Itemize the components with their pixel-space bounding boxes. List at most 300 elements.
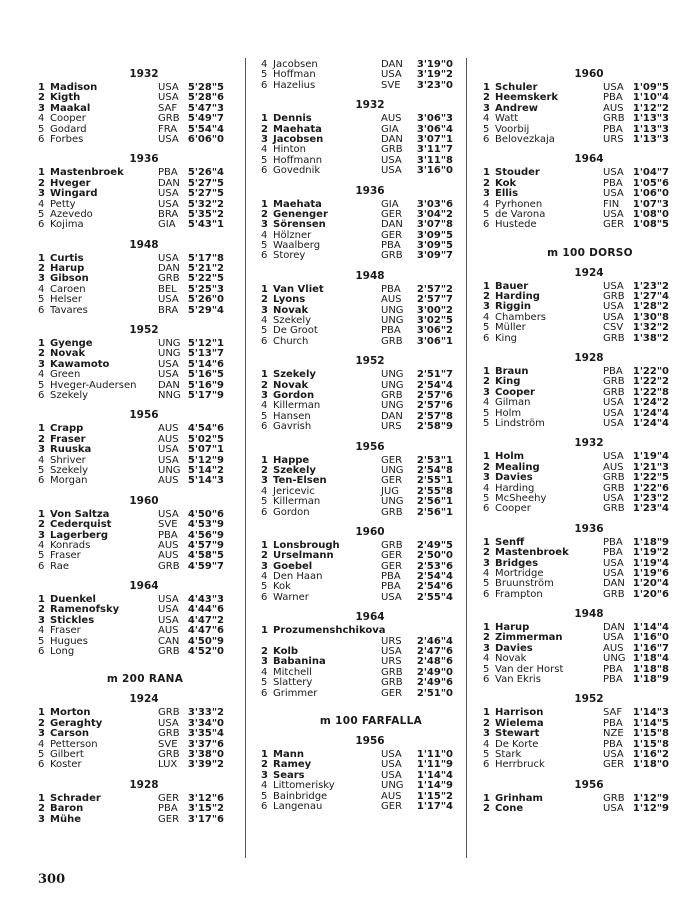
country-code: GIA: [381, 123, 399, 135]
finish-time: 2'46"4: [416, 635, 453, 647]
athlete-name: Riggin: [495, 301, 531, 313]
finish-time: 1'08"0: [632, 208, 669, 220]
athlete-name: Rae: [50, 560, 70, 572]
result-row: [261, 337, 453, 347]
finish-time: 2'57"6: [416, 389, 453, 401]
athlete-name: Cooper: [50, 113, 86, 125]
finish-time: 1'38"2: [632, 332, 669, 344]
result-row: [261, 114, 453, 124]
finish-time: 1'18"9: [632, 536, 669, 548]
result-row: [483, 675, 669, 685]
place: 2: [38, 433, 45, 445]
athlete-name: Herrbruck: [495, 759, 545, 771]
athlete-name: Pyrhonen: [495, 198, 543, 210]
finish-time: 3'12"6: [187, 792, 224, 804]
year-heading: 1928: [129, 778, 159, 791]
country-code: DAN: [158, 177, 180, 189]
place: 4: [38, 283, 45, 295]
country-code: USA: [603, 311, 624, 323]
athlete-name: Mealing: [495, 461, 540, 473]
place: 2: [261, 646, 268, 658]
country-code: DAN: [158, 379, 180, 391]
finish-time: 1'15"2: [416, 790, 453, 802]
athlete-name: Fraser: [50, 625, 81, 637]
finish-time: 5'13"7: [187, 348, 224, 360]
athlete-name: Hazelius: [273, 79, 316, 91]
result-row: [38, 114, 224, 124]
finish-time: 5'16"5: [187, 369, 224, 381]
country-code: BRA: [158, 304, 179, 316]
country-code: JUG: [381, 485, 400, 497]
finish-time: 3'09"5: [416, 229, 453, 241]
athlete-name: Mann: [273, 748, 304, 760]
place: 2: [38, 604, 45, 616]
athlete-name: Fraser: [50, 550, 81, 562]
place: 6: [261, 506, 268, 518]
place: 1: [38, 792, 45, 804]
country-code: GRB: [603, 332, 625, 344]
place: 2: [38, 92, 45, 104]
result-row: [483, 334, 669, 344]
finish-time: 1'12"9: [632, 792, 669, 804]
result-row: [261, 251, 453, 261]
athlete-name: Waalberg: [273, 240, 321, 252]
result-row: [483, 419, 669, 429]
finish-time: 5'26"4: [187, 167, 224, 179]
country-code: URS: [603, 133, 624, 145]
country-code: USA: [603, 407, 624, 419]
place: 5: [483, 208, 490, 220]
place: 4: [261, 59, 268, 70]
athlete-name: Carson: [50, 728, 89, 740]
athlete-name: King: [495, 332, 518, 344]
finish-time: 3'38"0: [187, 748, 224, 760]
finish-time: 5'12"9: [187, 454, 224, 466]
athlete-name: Langenau: [273, 800, 323, 812]
place: 6: [38, 475, 45, 487]
result-row: [483, 504, 669, 514]
place: 2: [38, 348, 45, 360]
athlete-name: Hugues: [50, 635, 88, 647]
finish-time: 1'21"3: [632, 461, 669, 473]
athlete-name: Govednik: [273, 165, 321, 177]
finish-time: 1'06"0: [632, 188, 669, 200]
athlete-name: Fraser: [50, 433, 86, 445]
country-code: PBA: [603, 536, 623, 548]
athlete-name: Maakal: [50, 102, 91, 114]
athlete-name: Lyons: [273, 294, 306, 306]
place: 4: [483, 397, 490, 409]
country-code: PBA: [158, 167, 178, 179]
place: 4: [38, 113, 45, 125]
country-code: BEL: [158, 283, 177, 295]
place: 1: [261, 283, 268, 295]
finish-time: 1'32"2: [632, 322, 669, 334]
finish-time: 3'17"6: [187, 813, 224, 825]
country-code: USA: [158, 604, 179, 616]
place: 2: [483, 717, 490, 729]
finish-time: 4'53"9: [187, 519, 224, 531]
athlete-name: Geraghty: [50, 717, 103, 729]
finish-time: 1'04"7: [632, 167, 669, 179]
country-code: DAN: [158, 263, 180, 275]
athlete-name: Von Saltza: [50, 508, 110, 520]
finish-time: 2'53"6: [416, 560, 453, 572]
place: 5: [261, 410, 268, 422]
finish-time: 6'06"0: [187, 133, 224, 145]
country-code: AUS: [603, 642, 624, 654]
athlete-name: Green: [50, 369, 81, 381]
place: 6: [38, 389, 45, 401]
athlete-name: Lonsbrough: [273, 539, 340, 551]
country-code: USA: [603, 280, 624, 292]
finish-time: 2'56"1: [416, 496, 453, 508]
finish-time: 5'35"2: [187, 208, 224, 220]
country-code: USA: [381, 646, 402, 658]
finish-time: 1'11"9: [416, 759, 453, 771]
place: 4: [483, 113, 490, 125]
athlete-name: Ellis: [495, 188, 519, 200]
place: 4: [483, 567, 490, 579]
finish-time: 1'11"0: [416, 748, 453, 760]
place: 5: [38, 550, 45, 562]
finish-time: 3'15"2: [187, 803, 224, 815]
finish-time: 5'17"8: [187, 252, 224, 264]
results-column-2: [261, 60, 453, 812]
finish-time: 2'51"0: [416, 687, 453, 699]
athlete-name: Kigth: [50, 92, 81, 104]
athlete-name: Van Ekris: [495, 674, 541, 686]
country-code: BRA: [158, 208, 179, 220]
athlete-name: Madison: [50, 82, 98, 93]
country-code: GRB: [381, 539, 403, 551]
athlete-name: Godard: [50, 123, 87, 135]
finish-time: 5'14"3: [187, 475, 224, 487]
place: 6: [483, 759, 490, 771]
year-heading: 1956: [355, 734, 385, 747]
finish-time: 3'07"1: [416, 133, 453, 145]
result-row: [38, 476, 224, 486]
finish-time: 1'12"9: [632, 803, 669, 815]
athlete-name: Szekely: [50, 389, 89, 401]
athlete-name: Littomerisky: [273, 780, 335, 792]
place: 5: [261, 496, 268, 508]
finish-time: 1'23"2: [632, 492, 669, 504]
finish-time: 5'26"0: [187, 294, 224, 306]
athlete-name: McSheehy: [495, 492, 547, 504]
athlete-name: Bauer: [495, 280, 529, 292]
athlete-name: Shriver: [50, 454, 86, 466]
place: 5: [483, 748, 490, 760]
athlete-name: Sörensen: [273, 219, 326, 231]
result-row: [261, 497, 453, 507]
finish-time: 5'25"3: [187, 283, 224, 295]
athlete-name: Mitchell: [273, 666, 312, 678]
athlete-name: Frampton: [495, 588, 543, 600]
country-code: USA: [603, 188, 624, 200]
country-code: GRB: [603, 376, 625, 388]
finish-time: 4'43"3: [187, 594, 224, 606]
place: 6: [261, 250, 268, 262]
finish-time: 4'50"6: [187, 508, 224, 520]
athlete-name: Novak: [495, 653, 527, 665]
athlete-name: Stouder: [495, 167, 540, 179]
finish-time: 2'50"0: [416, 550, 453, 562]
place: 2: [483, 632, 490, 644]
place: 5: [38, 208, 45, 220]
place: 6: [483, 219, 490, 231]
place: 5: [38, 379, 45, 391]
athlete-name: Baron: [50, 803, 84, 815]
country-code: CAN: [158, 635, 180, 647]
finish-time: 5'07"1: [187, 444, 224, 456]
country-code: USA: [158, 252, 179, 264]
country-code: USA: [603, 301, 624, 313]
place: 4: [483, 738, 490, 750]
country-code: GER: [603, 759, 625, 771]
athlete-name: Lagerberg: [50, 529, 109, 541]
athlete-name: Lindström: [495, 417, 545, 429]
place: 6: [261, 165, 268, 177]
country-code: DAN: [603, 622, 625, 634]
athlete-name: Heemskerk: [495, 92, 559, 104]
athlete-name: Holm: [495, 407, 522, 419]
place: 5: [483, 123, 490, 135]
country-code: UNG: [381, 496, 404, 508]
country-code: PBA: [603, 674, 623, 686]
finish-time: 5'43"1: [187, 219, 224, 231]
athlete-name: Szekely: [273, 369, 316, 381]
result-row: [261, 689, 453, 699]
athlete-name: Kawamoto: [50, 358, 110, 370]
country-code: SVE: [158, 738, 178, 750]
place: 2: [261, 759, 268, 771]
athlete-name: Morton: [50, 707, 91, 719]
result-row: [483, 590, 669, 600]
country-code: AUS: [603, 102, 624, 114]
country-code: GER: [603, 219, 625, 231]
athlete-name: Gilbert: [50, 748, 84, 760]
finish-time: 5'27"5: [187, 177, 224, 189]
country-code: USA: [158, 198, 179, 210]
athlete-name: Duenkel: [50, 594, 96, 606]
finish-time: 3'33"2: [187, 707, 224, 719]
country-code: GRB: [603, 503, 625, 515]
country-code: GRB: [158, 646, 180, 658]
country-code: USA: [158, 358, 179, 370]
place: 4: [261, 780, 268, 792]
place: 4: [261, 666, 268, 678]
finish-time: 1'24"2: [632, 397, 669, 409]
country-code: SVE: [381, 79, 401, 91]
athlete-name: Jericevic: [273, 485, 315, 497]
athlete-name: Caroen: [50, 283, 86, 295]
year-heading: 1952: [355, 355, 385, 368]
athlete-name: Grimmer: [273, 687, 318, 699]
place: 3: [261, 560, 268, 572]
country-code: AUS: [158, 475, 179, 487]
place: 6: [38, 219, 45, 231]
country-code: USA: [381, 165, 402, 177]
year-heading: 1932: [129, 68, 159, 80]
finish-time: 2'57"2: [416, 283, 453, 295]
finish-time: 1'18"8: [632, 663, 669, 675]
place: 1: [483, 167, 490, 179]
athlete-name: Van der Horst: [495, 663, 564, 675]
country-code: UNG: [381, 369, 404, 381]
country-code: USA: [158, 508, 179, 520]
result-row: [38, 445, 224, 455]
country-code: GRB: [158, 113, 180, 125]
athlete-name: Belovezkaja: [495, 133, 555, 145]
athlete-name: Prozumenshchikova: [273, 625, 386, 637]
finish-time: 3'06"3: [416, 113, 453, 125]
country-code: USA: [603, 397, 624, 409]
finish-time: 3'16"0: [416, 165, 453, 177]
finish-time: 5'49"7: [187, 113, 224, 125]
place: 1: [38, 338, 45, 350]
year-heading: 1928: [574, 352, 604, 365]
athlete-name: Szekely: [273, 464, 316, 476]
year-heading: 1960: [574, 68, 604, 80]
country-code: PBA: [603, 738, 623, 750]
finish-time: 5'12"1: [187, 338, 224, 350]
finish-time: 1'15"8: [632, 728, 669, 740]
place: 3: [261, 304, 268, 316]
place: 1: [261, 113, 268, 125]
page-number: 300: [38, 872, 66, 887]
finish-time: 2'56"1: [416, 506, 453, 518]
country-code: GIA: [158, 219, 176, 231]
place: 5: [38, 748, 45, 760]
finish-time: 3'39"2: [187, 759, 224, 771]
country-code: GRB: [603, 482, 625, 494]
athlete-name: De Korte: [495, 738, 539, 750]
place: 6: [261, 800, 268, 812]
country-code: USA: [603, 208, 624, 220]
event-heading: m 100 DORSO: [547, 246, 633, 259]
finish-time: 1'16"0: [632, 632, 669, 644]
athlete-name: Maehata: [273, 123, 322, 135]
finish-time: 3'11"7: [416, 144, 453, 156]
place: 5: [261, 69, 268, 81]
country-code: AUS: [381, 294, 402, 306]
country-code: PBA: [603, 92, 623, 104]
athlete-name: Hölzner: [273, 229, 312, 241]
place: 5: [261, 790, 268, 802]
result-row: [483, 548, 669, 558]
finish-time: 1'10"4: [632, 92, 669, 104]
finish-time: 1'23"4: [632, 503, 669, 515]
place: 2: [38, 263, 45, 275]
country-code: NNG: [158, 389, 181, 401]
place: 4: [38, 625, 45, 637]
place: 5: [483, 663, 490, 675]
athlete-name: Bruunström: [495, 578, 554, 590]
country-code: AUS: [603, 461, 624, 473]
place: 2: [38, 519, 45, 531]
finish-time: 3'34"0: [187, 717, 224, 729]
athlete-name: Harup: [495, 622, 530, 634]
athlete-name: Gyenge: [50, 338, 93, 350]
athlete-name: Andrew: [495, 102, 538, 114]
place: 5: [483, 407, 490, 419]
year-heading: 1964: [129, 580, 159, 593]
finish-time: 1'05"6: [632, 177, 669, 189]
finish-time: 3'37"6: [187, 738, 224, 750]
place: 3: [261, 219, 268, 231]
finish-time: 1'19"6: [632, 567, 669, 579]
result-row: [261, 166, 453, 176]
country-code: DAN: [381, 410, 403, 422]
country-code: UNG: [158, 348, 181, 360]
place: 4: [38, 738, 45, 750]
finish-time: 5'32"2: [187, 198, 224, 210]
country-code: USA: [603, 748, 624, 760]
result-row: [38, 306, 224, 316]
country-code: GER: [381, 475, 403, 487]
athlete-name: Wingard: [50, 188, 98, 200]
country-code: PBA: [603, 366, 623, 378]
finish-time: 2'54"6: [416, 581, 453, 593]
country-code: DAN: [381, 133, 403, 145]
athlete-name: Novak: [50, 348, 86, 360]
finish-time: 2'54"4: [416, 571, 453, 583]
place: 4: [38, 369, 45, 381]
country-code: USA: [603, 567, 624, 579]
finish-time: 1'15"8: [632, 738, 669, 750]
athlete-name: Mastenbroek: [495, 547, 569, 559]
result-row: [483, 760, 669, 770]
country-code: PBA: [158, 803, 178, 815]
country-code: GER: [381, 208, 403, 220]
finish-time: 3'06"1: [416, 335, 453, 347]
finish-time: 1'13"3: [632, 123, 669, 135]
place: 2: [483, 461, 490, 473]
country-code: LUX: [158, 759, 178, 771]
country-code: UNG: [381, 304, 404, 316]
finish-time: 4'47"6: [187, 625, 224, 637]
place: 3: [483, 557, 490, 569]
athlete-name: Church: [273, 335, 309, 347]
place: 6: [483, 588, 490, 600]
results-column-3: [483, 60, 669, 815]
place: 3: [38, 614, 45, 626]
country-code: PBA: [603, 717, 623, 729]
event-heading: m 200 RANA: [106, 673, 184, 686]
country-code: PBA: [603, 663, 623, 675]
country-code: USA: [158, 369, 179, 381]
finish-time: 1'23"2: [632, 280, 669, 292]
athlete-name: Koster: [50, 759, 82, 771]
result-row: [483, 114, 669, 124]
finish-time: 1'22"2: [632, 376, 669, 388]
place: 6: [38, 560, 45, 572]
finish-time: 5'29"4: [187, 304, 224, 316]
athlete-name: Schrader: [50, 792, 101, 804]
finish-time: 4'47"2: [187, 614, 224, 626]
result-row: [483, 804, 669, 814]
place: 2: [483, 803, 490, 815]
finish-time: 2'57"8: [416, 410, 453, 422]
year-heading: 1948: [574, 608, 604, 621]
athlete-name: Maehata: [273, 198, 322, 210]
country-code: PBA: [603, 177, 623, 189]
place: 2: [38, 717, 45, 729]
finish-time: 5'02"5: [187, 433, 224, 445]
place: 1: [261, 369, 268, 381]
place: 4: [261, 400, 268, 412]
